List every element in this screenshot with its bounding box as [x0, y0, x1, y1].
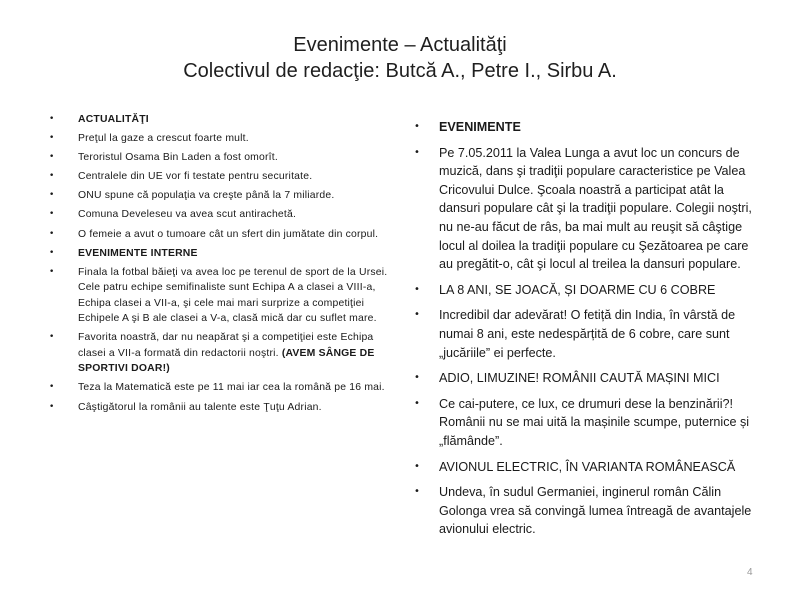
- item-text: Teroristul Osama Bin Laden a fost omorît.: [78, 152, 278, 164]
- bullet-icon: •: [414, 146, 420, 158]
- bullet-icon: •: [49, 209, 55, 220]
- item-text: ONU spune că populaţia va creşte până la 7 miliarde.: [78, 190, 335, 202]
- bullet-icon: •: [49, 228, 55, 239]
- left-bullet-list: [49, 112, 396, 419]
- list-item: [49, 246, 396, 262]
- item-text: LA 8 ANI, SE JOACĂ, ȘI DOARME CU 6 COBRE: [439, 282, 716, 297]
- list-item: [49, 207, 396, 223]
- item-text: AVIONUL ELECTRIC, ÎN VARIANTA ROMÂNEASCĂ: [439, 459, 736, 474]
- item-text: Undeva, în sudul Germaniei, inginerul român Călin Golonga vrea să convingă lumea întreagă de avantajele avionului electric.: [439, 485, 752, 537]
- list-item: [414, 118, 757, 137]
- item-emphasis: (AVEM SÂNGE DE SPORTIVI DOAR!): [78, 347, 375, 375]
- item-text: Teza la Matematică este pe 11 mai iar cea la română pe 16 mai.: [78, 382, 385, 394]
- bullet-icon: •: [49, 190, 55, 201]
- bullet-icon: •: [49, 171, 55, 182]
- list-item: [414, 306, 757, 362]
- list-item: [49, 188, 396, 204]
- item-text: Finala la fotbal băieţi va avea loc pe terenul de sport de la Ursei. Cele patru echipe semifinaliste sunt Echipa A a clasei a VIII-a, Echipa clasei a VII-a, şi cele mai mari surprize a competiţiei Echipele A şi B ale clasei a V-a, clasă mică dar cu suflet mare.: [78, 266, 388, 325]
- list-item: [49, 265, 396, 327]
- list-item: [49, 330, 396, 377]
- bullet-icon: •: [414, 486, 420, 498]
- list-item: [414, 395, 757, 451]
- bullet-icon: •: [414, 460, 420, 472]
- list-item: [49, 112, 396, 128]
- bullet-icon: •: [49, 382, 55, 393]
- list-item: [414, 369, 757, 388]
- list-item: [49, 131, 396, 147]
- item-text: ADIO, LIMUZINE! ROMÂNII CAUTĂ MAȘINI MICI: [439, 371, 720, 386]
- bullet-icon: •: [414, 309, 420, 321]
- item-text: Ce cai-putere, ce lux, ce drumuri dese la benzinării?! Românii nu se mai uită la mașinile scumpe, puternice și „flămânde”.: [439, 396, 750, 448]
- bullet-icon: •: [49, 332, 55, 343]
- section-heading: EVENIMENTE: [439, 120, 521, 134]
- list-item: [414, 458, 757, 477]
- section-heading: EVENIMENTE INTERNE: [78, 247, 198, 259]
- item-text: O femeie a avut o tumoare cât un sfert din jumătate din corpul.: [78, 228, 379, 240]
- slide-title-line-2: Colectivul de redacţie: Butcă A., Petre I., Sirbu A.: [183, 60, 617, 82]
- right-bullet-list: [414, 118, 757, 546]
- bullet-icon: •: [414, 121, 420, 132]
- bullet-icon: •: [414, 372, 420, 384]
- list-item: [49, 380, 396, 396]
- bullet-icon: •: [49, 247, 55, 258]
- item-text: Pe 7.05.2011 la Valea Lunga a avut loc un concurs de muzică, dans şi tradiţii populare caracteristice pe Valea Cricovului Dulce. Şcoala noastră a participat atât la dansuri populare cât şi la tradiţii populare. Colegii noştri, nu ne-au făcut de râs, ba mai mult au reuşit să câştige locul al doilea la tradiţii populare cu Şezătoarea pe care au pregătit-o, cât şi locul al treilea la dansuri populare.: [439, 145, 752, 272]
- bullet-icon: •: [49, 133, 55, 144]
- item-text: Câştigătorul la românii au talente este Ţuţu Adrian.: [78, 401, 322, 413]
- bullet-icon: •: [49, 114, 55, 124]
- bullet-icon: •: [49, 152, 55, 163]
- list-item: [414, 483, 757, 539]
- bullet-icon: •: [414, 397, 420, 409]
- list-item: [49, 400, 396, 416]
- list-item: [414, 144, 757, 274]
- slide-title: [0, 32, 800, 84]
- list-item: [49, 227, 396, 243]
- item-text: Preţul la gaze a crescut foarte mult.: [78, 133, 249, 145]
- bullet-icon: •: [49, 266, 55, 277]
- bullet-icon: •: [414, 283, 420, 295]
- item-text: Comuna Develeseu va avea scut antirachetă.: [78, 209, 297, 221]
- item-text: Favorita noastră, dar nu neapărat şi a competiţiei este Echipa clasei a VII-a formată din redactorii noştri.: [78, 332, 374, 359]
- list-item: [49, 169, 396, 185]
- page-number: 4: [747, 567, 753, 578]
- item-text: Centralele din UE vor fi testate pentru securitate.: [78, 171, 313, 183]
- item-text: Incredibil dar adevărat! O fetiță din India, în vârstă de numai 8 ani, este nedespărțită de 6 cobre, care sunt „jucăriile” ei perfecte.: [439, 308, 736, 360]
- bullet-icon: •: [49, 401, 55, 412]
- section-heading: ACTUALITĂŢI: [78, 114, 149, 125]
- list-item: [414, 281, 757, 300]
- slide-title-line-1: Evenimente – Actualităţi: [293, 34, 507, 56]
- list-item: [49, 150, 396, 166]
